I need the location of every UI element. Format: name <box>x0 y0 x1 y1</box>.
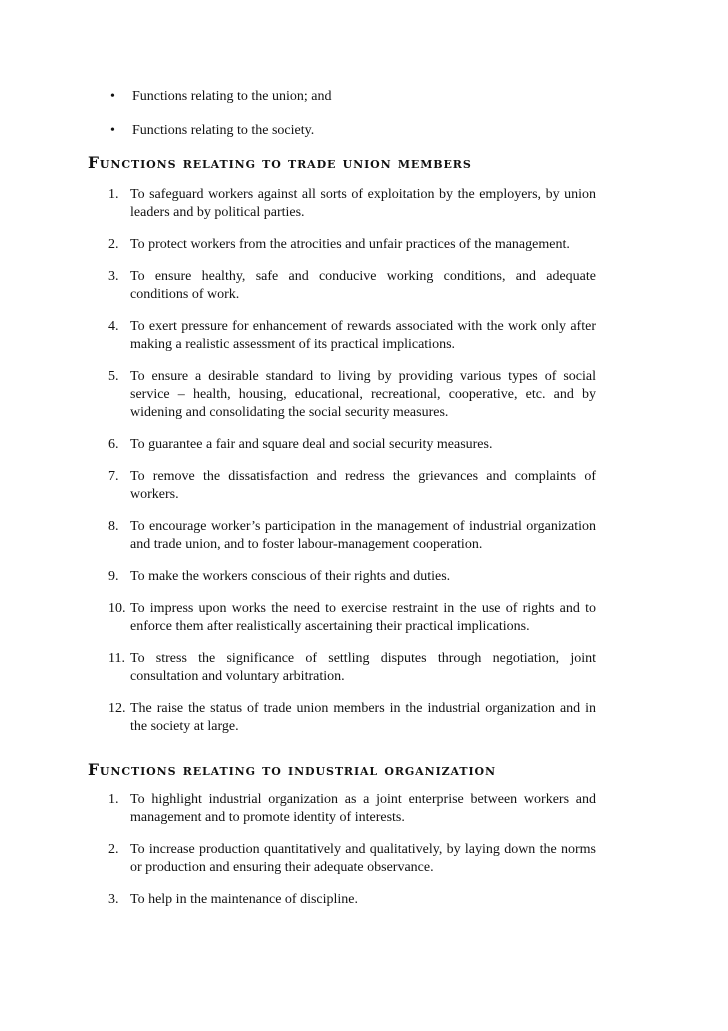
item-number: 12. <box>108 701 126 716</box>
members-functions-list <box>108 186 596 750</box>
list-item <box>108 268 596 304</box>
item-number: 3. <box>108 269 119 284</box>
list-item <box>108 318 596 354</box>
list-item <box>108 891 596 909</box>
list-item <box>108 841 596 877</box>
item-number: 9. <box>108 569 119 584</box>
item-number: 6. <box>108 437 119 452</box>
item-text: To safeguard workers against all sorts of exploitation by the employers, by union leaders and by political parties. <box>130 187 596 220</box>
item-text: To ensure a desirable standard to living by providing various types of social service – health, housing, educational, recreational, cooperative, etc. and by widening and consolidating the social security measures. <box>130 369 596 420</box>
item-text: To ensure healthy, safe and conducive working conditions, and adequate conditions of work. <box>130 269 596 302</box>
bullet-text: Functions relating to the society. <box>132 123 315 138</box>
list-item <box>108 436 596 454</box>
item-number: 7. <box>108 469 119 484</box>
item-text: To help in the maintenance of discipline. <box>130 892 359 907</box>
bullet-item <box>110 122 610 140</box>
list-item <box>108 236 596 254</box>
item-number: 2. <box>108 842 119 857</box>
list-item <box>108 700 596 736</box>
list-item <box>108 186 596 222</box>
section-heading-members: Functions relating to trade union members <box>88 153 472 172</box>
item-number: 5. <box>108 369 119 384</box>
item-text: To make the workers conscious of their rights and duties. <box>130 569 451 584</box>
bullet-icon: • <box>110 123 115 138</box>
item-text: To highlight industrial organization as a joint enterprise between workers and management and to promote identity of interests. <box>130 792 596 825</box>
list-item <box>108 650 596 686</box>
item-text: To encourage worker’s participation in the management of industrial organization and trade union, and to foster labour-management cooperation. <box>130 519 596 552</box>
item-number: 1. <box>108 187 119 202</box>
item-number: 10. <box>108 601 126 616</box>
list-item <box>108 600 596 636</box>
item-text: To protect workers from the atrocities and unfair practices of the management. <box>130 237 570 252</box>
bullet-icon: • <box>110 89 115 104</box>
item-number: 2. <box>108 237 119 252</box>
item-number: 4. <box>108 319 119 334</box>
item-text: To impress upon works the need to exercise restraint in the use of rights and to enforce them after realistically ascertaining their practical implications. <box>130 601 596 634</box>
item-number: 11. <box>108 651 125 666</box>
list-item <box>108 368 596 422</box>
list-item <box>108 518 596 554</box>
item-number: 3. <box>108 892 119 907</box>
item-text: To remove the dissatisfaction and redress the grievances and complaints of workers. <box>130 469 596 502</box>
bullet-text: Functions relating to the union; and <box>132 89 332 104</box>
bullet-item <box>110 88 610 106</box>
item-text: To stress the significance of settling disputes through negotiation, joint consultation and voluntary arbitration. <box>130 651 596 684</box>
item-number: 1. <box>108 792 119 807</box>
list-item <box>108 468 596 504</box>
item-text: To guarantee a fair and square deal and social security measures. <box>130 437 493 452</box>
function-bullet-list <box>110 88 610 156</box>
item-text: To exert pressure for enhancement of rewards associated with the work only after making a realistic assessment of its practical implications. <box>130 319 596 352</box>
item-number: 8. <box>108 519 119 534</box>
organization-functions-list <box>108 791 596 923</box>
item-text: To increase production quantitatively and qualitatively, by laying down the norms or production and ensuring their adequate observance. <box>130 842 596 875</box>
list-item <box>108 568 596 586</box>
section-heading-organization: Functions relating to industrial organization <box>88 760 496 779</box>
item-text: The raise the status of trade union members in the industrial organization and in the society at large. <box>130 701 596 734</box>
list-item <box>108 791 596 827</box>
